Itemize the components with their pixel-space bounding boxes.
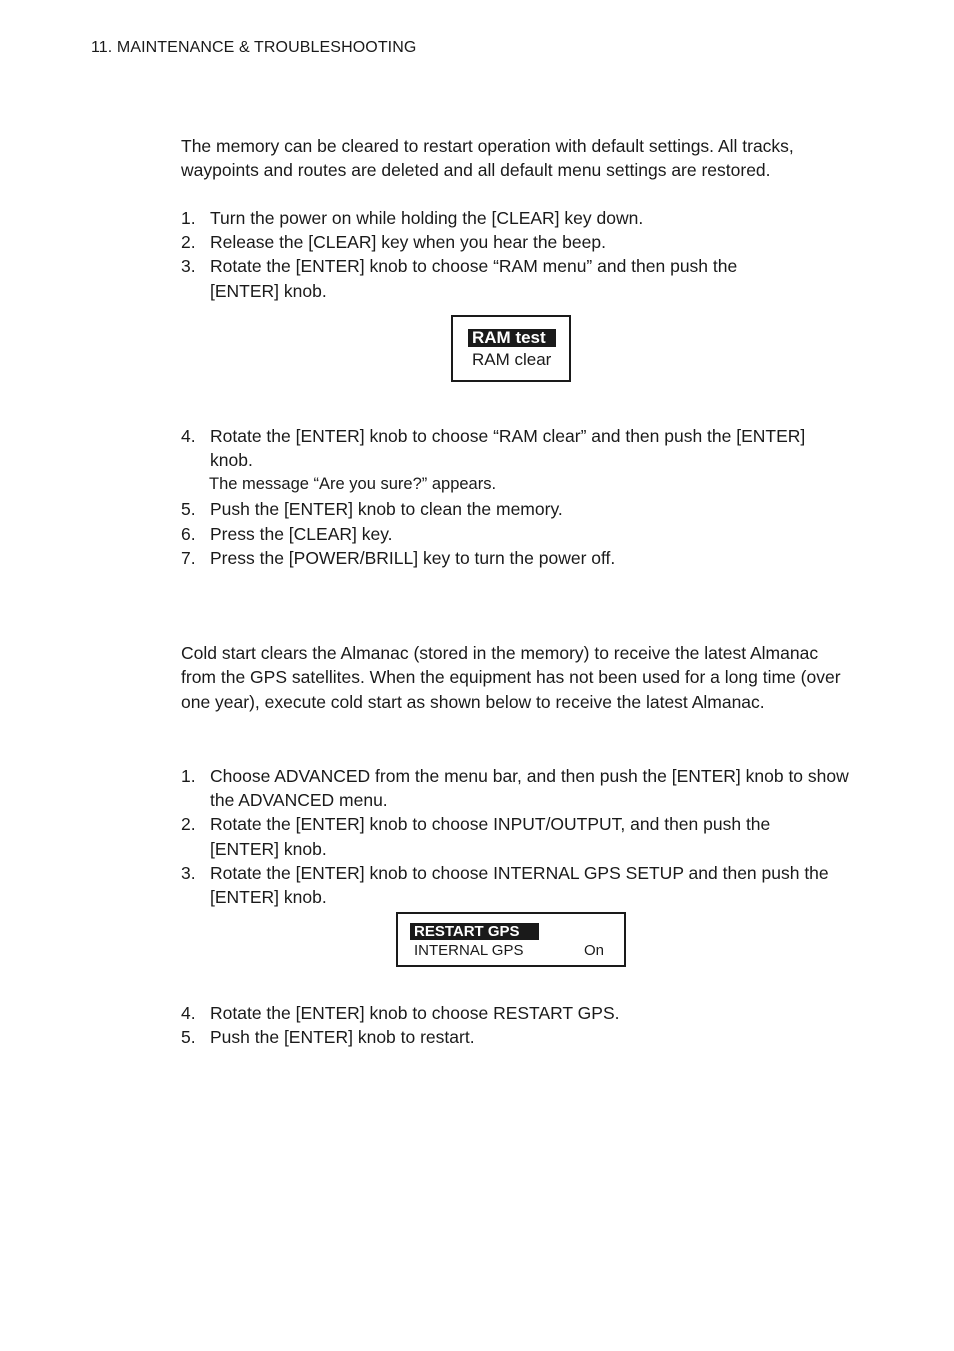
step-item: 2. Release the [CLEAR] key when you hear the beep. — [181, 232, 606, 253]
gps-setup-display — [396, 912, 626, 967]
step-item: 7. Press the [POWER/BRILL] key to turn the power off. — [181, 547, 616, 568]
cold-start-intro: Cold start clears the Almanac (stored in the memory) to receive the latest Almanac from the GPS satellites. When the equipment has not been used for a long time (over one year), execute cold start as shown below to receive the latest Almanac. — [181, 643, 841, 712]
step-item: 4. Rotate the [ENTER] knob to choose RESTART GPS. — [181, 1003, 620, 1023]
ram-test-option-selected: RAM test — [468, 329, 556, 347]
step-item: 6. Press the [CLEAR] key. — [181, 523, 393, 544]
memory-clear-steps-1 — [181, 206, 851, 303]
step-item: 1. Choose ADVANCED from the menu bar, and then push the [ENTER] knob to show the ADVANCED menu. — [181, 766, 849, 811]
ram-clear-option: RAM clear — [472, 350, 552, 369]
memory-clear-intro: The memory can be cleared to restart operation with default settings. All tracks, waypoints and routes are deleted and all default menu settings are restored. — [181, 136, 794, 181]
step-note: The message “Are you sure?” appears. — [209, 475, 497, 494]
cold-start-steps-2 — [181, 1001, 851, 1049]
step-item: 3. Rotate the [ENTER] knob to choose “RAM menu” and then push the [ENTER] knob. — [181, 256, 738, 301]
restart-gps-option-selected: RESTART GPS — [410, 923, 539, 940]
memory-clear-steps-2 — [181, 424, 851, 570]
step-item: 5. Push the [ENTER] knob to clean the memory. — [181, 499, 563, 520]
step-item: 1. Turn the power on while holding the [CLEAR] key down. — [181, 208, 644, 228]
cold-start-steps-1 — [181, 764, 851, 909]
step-item: 5. Push the [ENTER] knob to restart. — [181, 1027, 475, 1048]
step-item: 4. Rotate the [ENTER] knob to choose “RAM clear” and then push the [ENTER] knob. — [181, 426, 806, 471]
step-item: 3. Rotate the [ENTER] knob to choose INTERNAL GPS SETUP and then push the [ENTER] knob. — [181, 862, 829, 908]
ram-menu-display — [451, 315, 571, 382]
internal-gps-option: INTERNAL GPS — [414, 942, 524, 959]
page-header: 11. MAINTENANCE & TROUBLESHOOTING — [91, 39, 417, 56]
internal-gps-value: On — [584, 942, 605, 959]
step-item: 2. Rotate the [ENTER] knob to choose INPUT/OUTPUT, and then push the [ENTER] knob. — [181, 814, 771, 859]
